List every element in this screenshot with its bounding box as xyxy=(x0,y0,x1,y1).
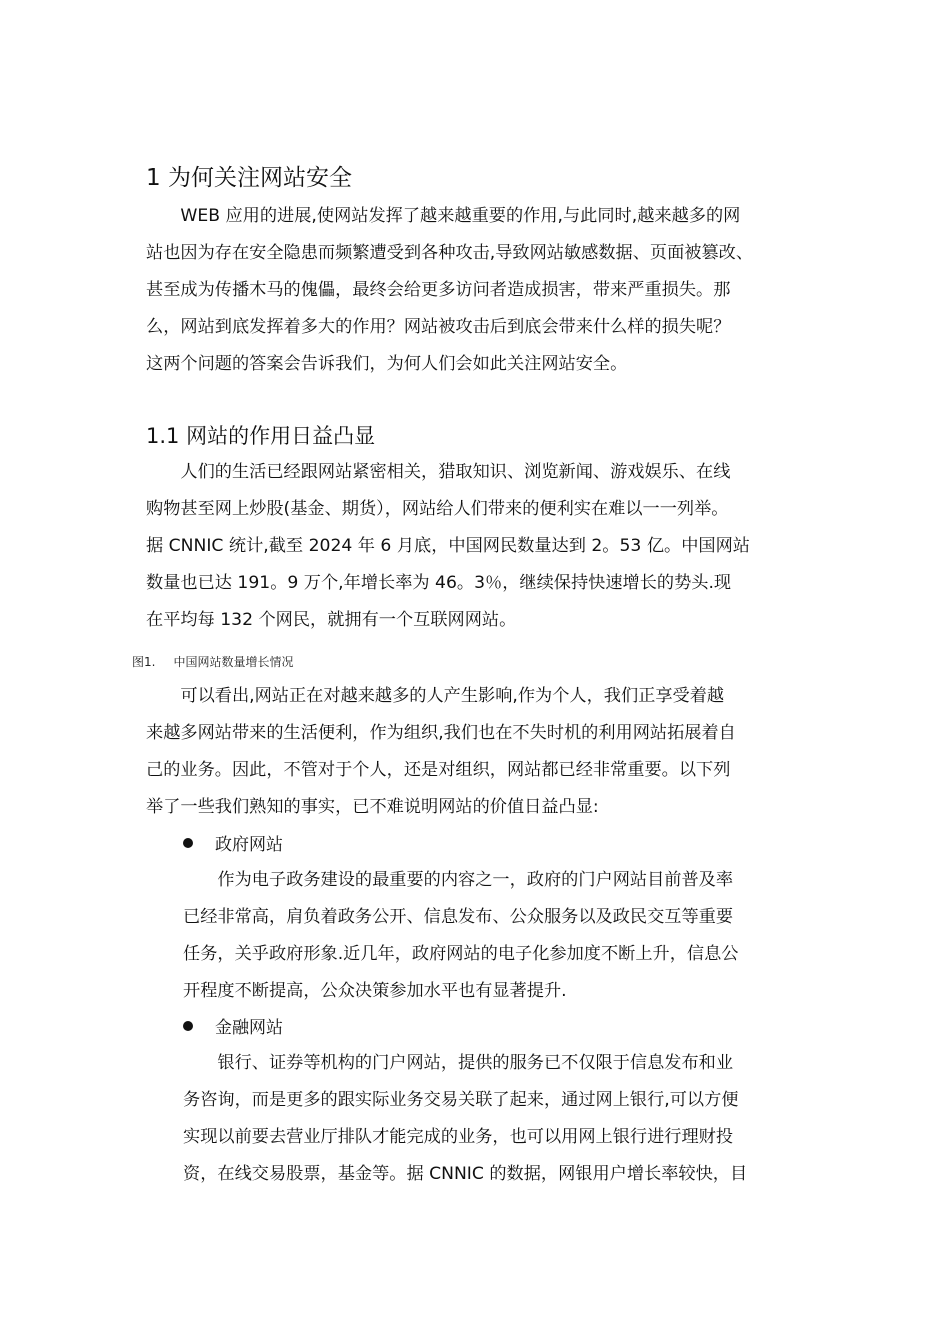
paragraph-line: 来越多网站带来的生活便利，作为组织,我们也在不失时机的利用网站拓展着自 xyxy=(146,723,736,743)
paragraph-line: 举了一些我们熟知的事实，已不难说明网站的价值日益凸显: xyxy=(146,797,599,817)
paragraph-line: WEB 应用的进展,使网站发挥了越来越重要的作用,与此同时,越来越多的网 xyxy=(146,206,741,226)
paragraph-line: 数量也已达 191。9 万个,年增长率为 46。3％，继续保持快速增长的势头.现 xyxy=(146,573,732,593)
paragraph-line: 作为电子政务建设的最重要的内容之一，政府的门户网站目前普及率 xyxy=(183,870,734,890)
paragraph-line: 银行、证券等机构的门户网站，提供的服务已不仅限于信息发布和业 xyxy=(183,1053,734,1073)
bullet-item-government xyxy=(183,831,283,859)
paragraph-line: 务咨询，而是更多的跟实际业务交易关联了起来，通过网上银行,可以方便 xyxy=(183,1090,739,1110)
paragraph-line: 站也因为存在安全隐患而频繁遭受到各种攻击,导致网站敏感数据、页面被篡改、 xyxy=(146,243,754,263)
paragraph-line: 己的业务。因此，不管对于个人，还是对组织，网站都已经非常重要。以下列 xyxy=(146,760,731,780)
paragraph-line: 资，在线交易股票，基金等。据 CNNIC 的数据，网银用户增长率较快，目 xyxy=(183,1164,748,1184)
bullet-item-finance xyxy=(183,1014,283,1042)
bullet-label: 政府网站 xyxy=(215,835,283,855)
section-paragraph xyxy=(146,198,806,383)
body-paragraph xyxy=(146,678,806,826)
paragraph-line: 在平均每 132 个网民，就拥有一个互联网网站。 xyxy=(146,610,517,630)
paragraph-line: 甚至成为传播木马的傀儡，最终会给更多访问者造成损害，带来严重损失。那 xyxy=(146,280,731,300)
figure-number: 图1. xyxy=(132,655,156,669)
bullet-paragraph xyxy=(183,1045,808,1193)
paragraph-line: 开程度不断提高，公众决策参加水平也有显著提升. xyxy=(183,981,567,1001)
section-heading: 1 为何关注网站安全 xyxy=(146,165,352,191)
paragraph-line: 实现以前要去营业厅排队才能完成的业务，也可以用网上银行进行理财投 xyxy=(183,1127,734,1147)
paragraph-line: 已经非常高，肩负着政务公开、信息发布、公众服务以及政民交互等重要 xyxy=(183,907,734,927)
paragraph-line: 人们的生活已经跟网站紧密相关，猎取知识、浏览新闻、游戏娱乐、在线 xyxy=(146,462,731,482)
paragraph-line: 么，网站到底发挥着多大的作用？网站被攻击后到底会带来什么样的损失呢？ xyxy=(146,317,731,337)
figure-caption xyxy=(132,654,293,670)
paragraph-line: 据 CNNIC 统计,截至 2024 年 6 月底，中国网民数量达到 2。53 亿。中国网站 xyxy=(146,536,750,556)
subsection-paragraph xyxy=(146,454,806,639)
figure-caption-text: 中国网站数量增长情况 xyxy=(173,655,294,669)
paragraph-line: 这两个问题的答案会告诉我们，为何人们会如此关注网站安全。 xyxy=(146,354,628,374)
bullet-paragraph xyxy=(183,862,808,1010)
bullet-label: 金融网站 xyxy=(215,1018,283,1038)
bullet-dot-icon xyxy=(183,838,193,848)
paragraph-line: 购物甚至网上炒股(基金、期货），网站给人们带来的便利实在难以一一列举。 xyxy=(146,499,729,519)
subsection-heading: 1.1 网站的作用日益凸显 xyxy=(146,424,376,448)
paragraph-line: 任务，关乎政府形象.近几年，政府网站的电子化参加度不断上升，信息公 xyxy=(183,944,739,964)
paragraph-line: 可以看出,网站正在对越来越多的人产生影响,作为个人，我们正享受着越 xyxy=(146,686,725,706)
bullet-dot-icon xyxy=(183,1021,193,1031)
